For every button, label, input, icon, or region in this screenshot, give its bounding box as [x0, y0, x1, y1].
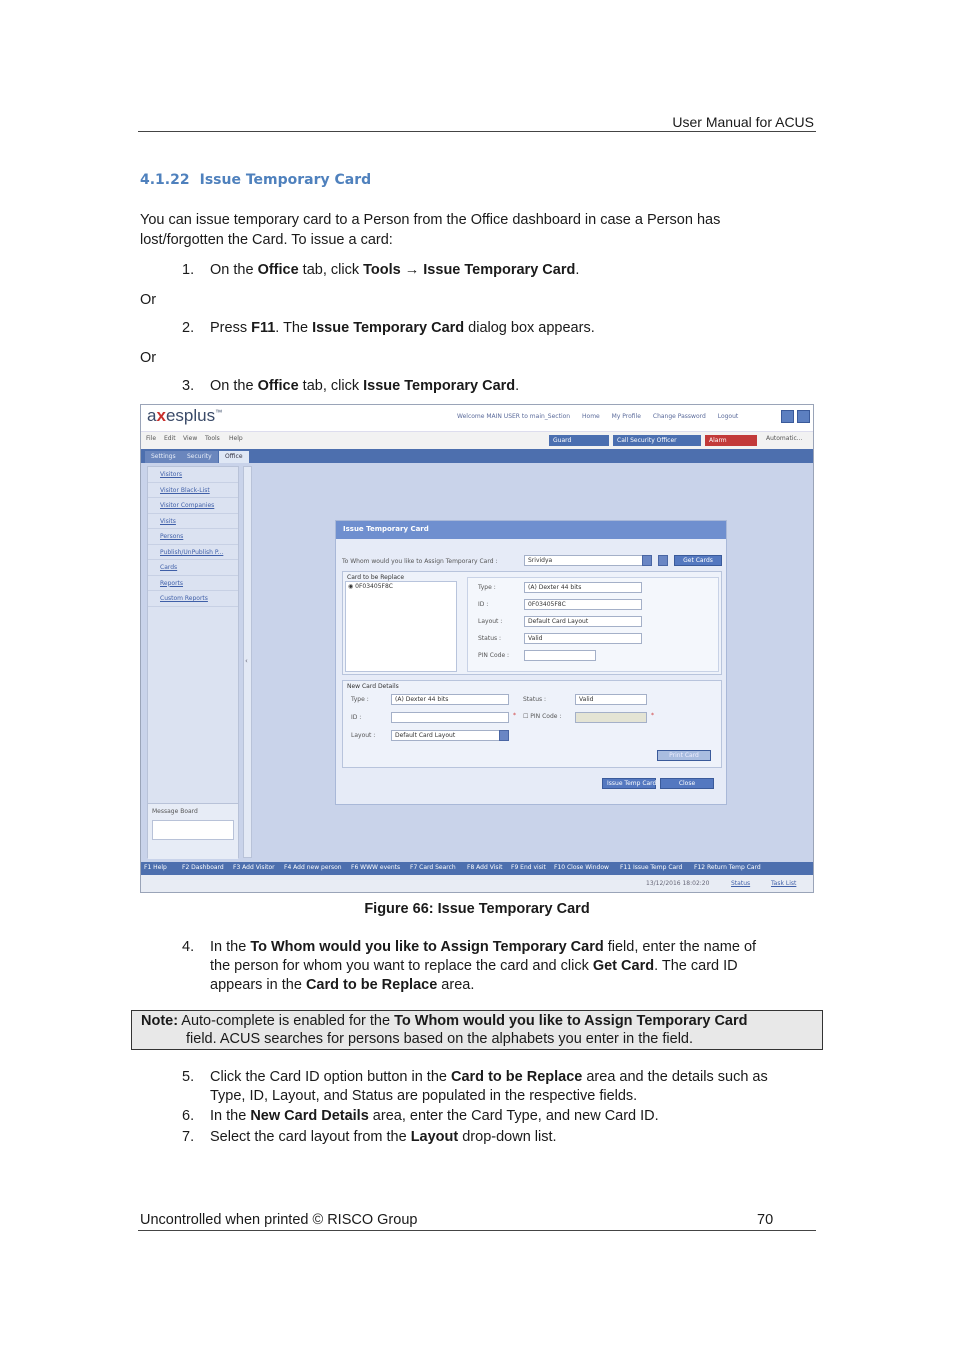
intro-line-1: You can issue temporary card to a Person from the Office dashboard in case a Person has [140, 212, 721, 228]
task-list-link[interactable]: Task List [771, 880, 797, 887]
new-id-label: ID : [351, 714, 362, 721]
fkey-f9[interactable]: F9 End visit [511, 864, 546, 871]
layout-field: Default Card Layout [524, 616, 642, 627]
header-title: User Manual for ACUS [672, 114, 814, 130]
logout-link[interactable]: Logout [717, 413, 739, 420]
bold-text: Get Card [592, 958, 655, 974]
dropdown-arrow-icon[interactable] [642, 555, 652, 566]
intro-paragraph [140, 210, 720, 250]
search-icon[interactable] [658, 555, 668, 566]
bold-text: Office [257, 378, 299, 394]
assign-label: To Whom would you like to Assign Temporary Card : [342, 558, 498, 565]
guard-button[interactable]: Guard [549, 435, 609, 446]
new-id-field[interactable] [391, 712, 509, 723]
text: Type, ID, Layout, and Status are populated in the respective fields. [210, 1088, 638, 1104]
text: . [575, 262, 580, 278]
status-link[interactable]: Status [731, 880, 751, 887]
sidebar-item-cards[interactable]: Cards [148, 560, 238, 576]
fkey-f7[interactable]: F7 Card Search [410, 864, 456, 871]
fkey-f8[interactable]: F8 Add Visit [467, 864, 503, 871]
text: dialog box appears. [464, 320, 595, 336]
logo-text: a [147, 406, 157, 425]
step-number: 3. [182, 378, 195, 394]
new-layout-label: Layout : [351, 732, 376, 739]
figure-screenshot [140, 404, 814, 893]
text: area, enter the Card Type, and new Card ID. [368, 1108, 659, 1124]
function-key-bar [141, 862, 813, 875]
text: Click the Card ID option button in the [210, 1069, 451, 1085]
welcome-text: Welcome MAIN USER to main_Section [457, 413, 571, 420]
text: drop-down list. [458, 1129, 557, 1145]
text: area. [437, 977, 475, 993]
change-password-link[interactable]: Change Password [652, 413, 706, 420]
pin-label: PIN Code : [478, 652, 510, 659]
text: Press [210, 320, 252, 336]
note-line-2: field. ACUS searches for persons based on the alphabets you enter in the field. [186, 1031, 694, 1047]
fkey-f12[interactable]: F12 Return Temp Card [694, 864, 761, 871]
message-board-box[interactable] [152, 820, 234, 840]
footer-copyright: Uncontrolled when printed © RISCO Group [140, 1212, 418, 1228]
get-cards-button[interactable]: Get Cards [674, 555, 722, 566]
new-type-label: Type : [351, 696, 369, 703]
bold-text: Tools [363, 262, 401, 278]
call-security-button[interactable]: Call Security Officer [613, 435, 701, 446]
menu-tools[interactable]: Tools [205, 435, 220, 442]
chevron-left-icon[interactable]: ‹ [245, 657, 248, 665]
id-label: ID : [478, 601, 489, 608]
bold-text: Card to be Replace [305, 977, 438, 993]
logo-text: esplus [165, 406, 216, 425]
print-card-button[interactable]: Print Card [657, 750, 711, 761]
new-pin-field[interactable] [575, 712, 647, 723]
id-field: 0F03405F8C [524, 599, 642, 610]
card-list [345, 581, 457, 672]
pin-field [524, 650, 596, 661]
axesplus-logo [147, 406, 222, 426]
note-label: Note: [141, 1013, 179, 1029]
sidebar-item-persons[interactable]: Persons [148, 529, 238, 545]
text: tab, click [298, 262, 364, 278]
minimize-icon[interactable] [781, 410, 794, 423]
sidebar-item-visitors[interactable]: Visitors [148, 467, 238, 483]
text: tab, click [298, 378, 364, 394]
required-marker: * [651, 712, 654, 719]
new-layout-select[interactable]: Default Card Layout [391, 730, 509, 741]
page-footer [138, 1211, 816, 1231]
fkey-f1[interactable]: F1 Help [144, 864, 167, 871]
new-card-label: New Card Details [347, 683, 399, 690]
menu-file[interactable]: File [146, 435, 157, 442]
sidebar-item-visits[interactable]: Visits [148, 514, 238, 530]
sidebar-item-reports[interactable]: Reports [148, 576, 238, 592]
card-option-id: 0F03405F8C [355, 583, 393, 590]
new-card-details-group [342, 680, 722, 768]
status-label: Status : [478, 635, 502, 642]
text: Select the card layout from the [210, 1129, 411, 1145]
arrow-icon: → [400, 262, 424, 278]
fkey-f11[interactable]: F11 Issue Temp Card [620, 864, 683, 871]
text: On the [210, 262, 258, 278]
new-type-field[interactable]: (A) Dexter 44 bits [391, 694, 509, 705]
card-details-panel [467, 577, 719, 672]
step-number: 4. [182, 939, 195, 955]
logo-text: ™ [215, 409, 223, 417]
type-field: (A) Dexter 44 bits [524, 582, 642, 593]
section-number: 4.1.22 [140, 172, 190, 188]
text: . The card ID [654, 958, 738, 974]
page-header [138, 112, 816, 132]
fkey-f2[interactable]: F2 Dashboard [182, 864, 224, 871]
page-number: 70 [757, 1212, 774, 1228]
note-box [131, 1010, 823, 1050]
card-to-replace-group [342, 571, 722, 675]
top-nav [457, 413, 748, 420]
fkey-f6[interactable]: F6 WWW events [351, 864, 401, 871]
alarm-button[interactable]: Alarm [705, 435, 757, 446]
fkey-f4[interactable]: F4 Add new person [284, 864, 342, 871]
status-bar [141, 875, 813, 893]
text: On the [210, 378, 258, 394]
step-number: 7. [182, 1129, 195, 1145]
close-button[interactable]: Close [660, 778, 714, 789]
step-number: 5. [182, 1069, 195, 1085]
new-status-field[interactable]: Valid [575, 694, 647, 705]
dialog-title: Issue Temporary Card [336, 521, 726, 539]
menu-edit[interactable]: Edit [164, 435, 176, 442]
bold-text: Issue Temporary Card [423, 262, 576, 278]
bold-text: Issue Temporary Card [363, 378, 516, 394]
or-text-2: Or [140, 350, 157, 366]
message-board-label: Message Board [152, 808, 198, 815]
bold-text: To Whom would you like to Assign Temporary Card [394, 1013, 748, 1029]
status-field: Valid [524, 633, 642, 644]
automatic-label: Automatic... [766, 435, 803, 442]
step-number: 1. [182, 262, 195, 278]
menu-bar [141, 431, 813, 449]
assign-input[interactable]: Srividya [524, 555, 652, 566]
bold-text: F11 [251, 320, 276, 336]
bold-text: New Card Details [250, 1108, 369, 1124]
card-replace-label: Card to be Replace [347, 574, 405, 581]
step-number: 2. [182, 320, 195, 336]
section-title: Issue Temporary Card [199, 172, 372, 188]
fkey-f10[interactable]: F10 Close Window [554, 864, 609, 871]
bold-text: Layout [410, 1129, 459, 1145]
splitter-handle[interactable] [243, 466, 252, 858]
text: In the [210, 939, 251, 955]
issue-temp-card-button[interactable]: Issue Temp Card [602, 778, 656, 789]
sidebar [147, 466, 239, 858]
sidebar-item-visitor-companies[interactable]: Visitor Companies [148, 498, 238, 514]
app-top-bar [141, 405, 813, 431]
tab-settings[interactable]: Settings [145, 451, 182, 463]
step-number: 6. [182, 1108, 195, 1124]
my-profile-link[interactable]: My Profile [611, 413, 641, 420]
close-icon[interactable] [797, 410, 810, 423]
menu-help[interactable]: Help [229, 435, 243, 442]
section-heading [140, 172, 371, 188]
text: In the [210, 1108, 251, 1124]
fkey-f3[interactable]: F3 Add Visitor [233, 864, 275, 871]
new-pin-label: PIN Code : [530, 713, 562, 720]
new-pin-checkbox[interactable]: ☐ PIN Code : [523, 713, 562, 720]
or-text-1: Or [140, 292, 157, 308]
bold-text: Issue Temporary Card [312, 320, 465, 336]
sidebar-item-custom-reports[interactable]: Custom Reports [148, 591, 238, 607]
issue-temp-card-dialog [335, 520, 727, 805]
chevron-down-icon[interactable] [499, 730, 509, 741]
text: appears in the [210, 977, 306, 993]
tab-office[interactable]: Office [219, 451, 249, 463]
app-tabs [141, 449, 813, 463]
type-label: Type : [478, 584, 496, 591]
sidebar-item-visitor-blacklist[interactable]: Visitor Black-List [148, 483, 238, 499]
text: Auto-complete is enabled for the [178, 1013, 395, 1029]
required-marker: * [513, 712, 516, 719]
text: field, enter the name of [603, 939, 757, 955]
layout-label: Layout : [478, 618, 503, 625]
sidebar-item-publish[interactable]: Publish/UnPublish P... [148, 545, 238, 561]
new-status-label: Status : [523, 696, 547, 703]
card-option[interactable]: ◉ 0F03405F8C [348, 583, 393, 590]
intro-line-2: lost/forgotten the Card. To issue a card: [140, 232, 393, 248]
figure-caption: Figure 66: Issue Temporary Card [364, 901, 590, 917]
menu-view[interactable]: View [183, 435, 198, 442]
text: area and the details such as [582, 1069, 768, 1085]
text: . [515, 378, 520, 394]
home-link[interactable]: Home [582, 413, 600, 420]
text: . The [275, 320, 313, 336]
bold-text: Office [257, 262, 299, 278]
bold-text: To Whom would you like to Assign Temporary Card [250, 939, 604, 955]
tab-security[interactable]: Security [181, 451, 218, 463]
logo-text: x [156, 406, 166, 425]
message-board [148, 803, 238, 859]
status-datetime: 13/12/2016 18:02:20 [646, 880, 710, 887]
bold-text: Card to be Replace [451, 1069, 583, 1085]
text: the person for whom you want to replace the card and click [210, 958, 593, 974]
